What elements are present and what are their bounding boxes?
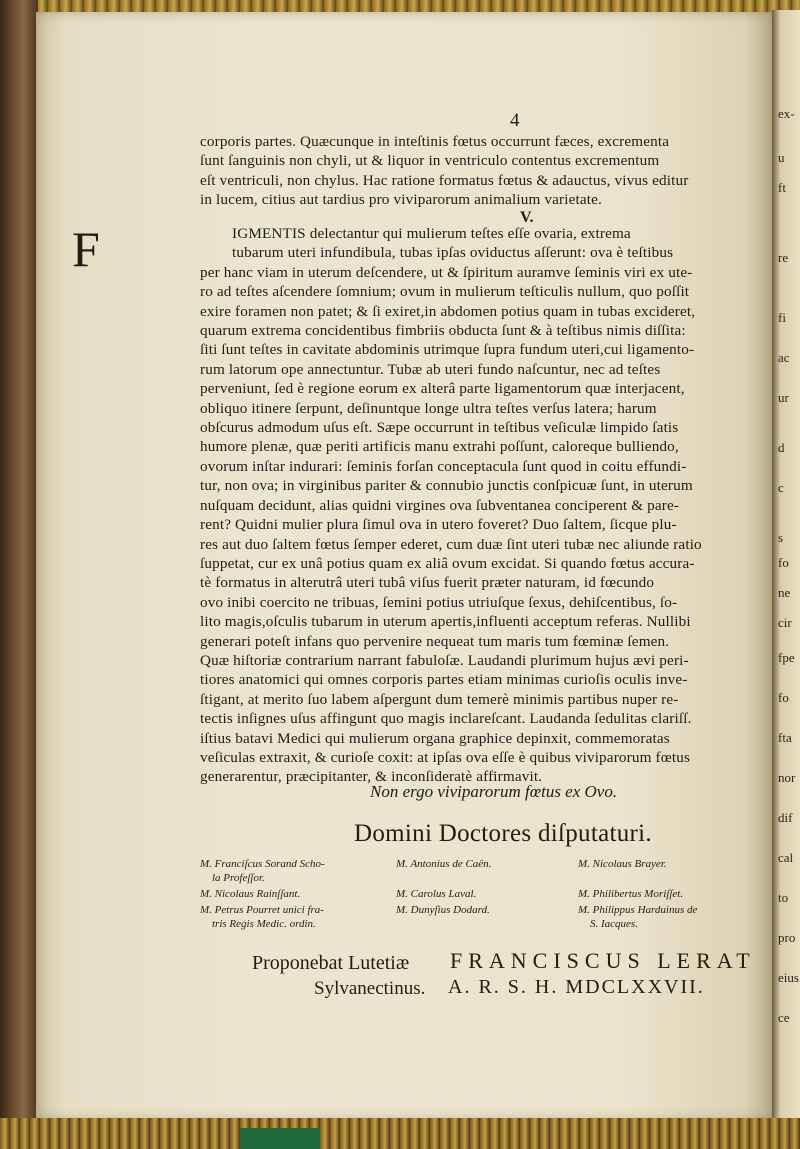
- doctor-name: M. Nicolaus Brayer.: [578, 858, 667, 870]
- text-line: eſt ventriculi, non chylus. Hac ratione formatus fœtus & adauctus, vivus editur: [200, 171, 689, 189]
- text-line: rum latorum ope annectuntur. Tubæ ab uteri fundo naſcuntur, nec ad teſtes: [200, 360, 661, 378]
- text-line: generari poteſt infans quo pervenire nequeat tum maris tum fœminæ ſemen.: [200, 632, 670, 650]
- book-page: [36, 12, 774, 1120]
- text-line: ro ad teſtes aſcendere ſomnium; ovum in mulierum teſticulis nullum, quo poſſit: [200, 283, 690, 301]
- text-line: Quæ hiſtoriæ contrarium narrant fabuloſæ. Laudandi plurimum hujus ævi peri-: [200, 651, 689, 669]
- page-number: 4: [510, 110, 520, 131]
- next-page-fragment: fi: [778, 310, 786, 325]
- second-paragraph: [200, 224, 702, 787]
- next-page-fragment: cir: [778, 615, 792, 630]
- next-page-fragment: ce: [778, 1010, 790, 1025]
- book-binding-bottom: [0, 1118, 800, 1149]
- text-line: tectis inſignes uſus affingunt quo magis inclareſcant. Laudanda ſedulitas clariſſ.: [200, 710, 692, 728]
- next-page-fragment: cal: [778, 850, 794, 865]
- section-number: V.: [520, 209, 534, 226]
- text-line: humore plenæ, quæ periti artificis manu extrahi poſſunt, caloreque bulliendo,: [200, 438, 679, 456]
- text-line: ſtigant, at merito ſuo labem aſpergunt dum temerè minimis partibus nuper re-: [200, 690, 679, 708]
- text-line: res aut duo ſaltem fœtus ſemper ederet, cum duæ ſint uteri tubæ nec aliunde ratio: [200, 535, 702, 553]
- text-line: iſtius batavi Medici qui mulierum organa graphice depinxit, commemoratas: [200, 729, 670, 747]
- text-line: quarum extrema concidentibus fimbriis obducta ſunt & à teſtibus nimis diſſita:: [200, 322, 686, 340]
- text-line: tur, non ova; in virginibus pariter & connubio junctis conſpicuæ ſunt, in uterum: [200, 477, 693, 495]
- doctor-name: M. Petrus Pourret unici fra-: [200, 904, 324, 916]
- text-line: perveniunt, ſed è regione eorum ex alterâ parte ligamentorum quæ interjacent,: [200, 380, 685, 398]
- book-binding-left: [0, 0, 38, 1149]
- next-page-fragment: fpe: [778, 650, 795, 665]
- text-line: ſunt ſanguinis non chyli, ut & liquor in ventriculo contentus excrementum: [200, 152, 660, 170]
- next-page-fragment: eius: [778, 970, 799, 985]
- doctor-title: tris Regis Medic. ordin.: [212, 918, 316, 930]
- next-page-fragment: ft: [778, 180, 786, 195]
- text-line: obſcurus admodum uſus eſt. Sæpe occurrunt in teſtibus veſiculæ limpido ſatis: [200, 419, 679, 437]
- text-line: tubarum uteri infundibula, tubas ipſas oviductus aſſerunt: ova è teſtibus: [232, 244, 674, 262]
- doctor-name: M. Philippus Harduinus de: [578, 904, 698, 916]
- doctor-name: M. Nicolaus Rainſſant.: [200, 888, 301, 900]
- text-line: lito magis,oſculis tubarum in uterum apertis,influenti acceptum referas. Nullibi: [200, 613, 691, 631]
- next-page-fragment: to: [778, 890, 789, 905]
- imprint-author: FRANCISCUS LERAT: [450, 948, 756, 973]
- next-page-edge: [772, 10, 800, 1120]
- imprint-proponebat: Proponebat Lutetiæ: [252, 952, 410, 974]
- next-page-fragment: nor: [778, 770, 796, 785]
- imprint-origin: Sylvanectinus.: [314, 978, 426, 999]
- text-line: ſuppetat, cur ex unâ potius quam ex aliâ ovum excidat. Si quando fœtus accura-: [200, 554, 695, 572]
- text-line: nuſquam decidunt, alias quidni virgines ova ſubventanea conciperent & pare-: [200, 496, 680, 514]
- text-line: tiores anatomici qui omnes corporis partes etiam minimas curioſis oculis inve-: [200, 671, 688, 689]
- text-line: in lucem, citius aut tardius pro viviparorum animalium varietate.: [200, 191, 602, 209]
- text-line: corporis partes. Quæcunque in inteſtinis fœtus occurrunt fæces, excrementa: [200, 133, 670, 150]
- text-line: ovo inibi coercito ne tribuas, ſemini potius utriuſque ſexus, dehiſcentibus, ſo-: [200, 593, 678, 611]
- doctor-name: M. Antonius de Caën.: [396, 858, 492, 870]
- next-page-fragment: d: [778, 440, 785, 455]
- next-page-fragment: ur: [778, 390, 789, 405]
- next-page-fragment: dif: [778, 810, 793, 825]
- text-line: ovorum inſtar indurari: ſeminis forſan conceptacula ſunt quod in coitu effundi-: [200, 457, 687, 475]
- text-line: obliquo itinere ſerpunt, deſinuntque longe ultra teſtes verſus latera; harum: [200, 399, 657, 417]
- doctor-title: la Profeſſor.: [212, 872, 265, 884]
- doctor-name: M. Franciſcus Sorand Scho-: [200, 858, 325, 870]
- text-line: veſiculas extraxit, & curioſe coxit: at ipſas ova eſſe è quibus viviparorum fœtus: [200, 748, 691, 766]
- next-page-fragment: fo: [778, 690, 789, 705]
- first-paragraph: [200, 132, 688, 210]
- doctor-name: M. Carolus Laval.: [396, 888, 477, 900]
- next-page-fragment: re: [778, 250, 789, 265]
- doctor-name: M. Dunyſius Dodard.: [396, 904, 490, 916]
- next-page-fragment: pro: [778, 930, 796, 945]
- next-page-fragment: fta: [778, 730, 792, 745]
- green-ribbon: [240, 1128, 320, 1149]
- next-page-fragment: ne: [778, 585, 791, 600]
- text-line: generarentur, præcipitanter, & inconſideratè affirmavit.: [200, 768, 543, 786]
- drop-cap: F: [72, 221, 100, 277]
- doctor-name: M. Philibertus Moriſſet.: [578, 888, 684, 900]
- text-line: exire foramen non patet; & ſi exiret,in abdomen potius quam in tubas excideret,: [200, 302, 696, 320]
- text-line: IGMENTIS delectantur qui mulierum teſtes eſſe ovaria, extrema: [232, 225, 631, 242]
- doctor-title: S. Iacques.: [590, 918, 638, 930]
- conclusion: Non ergo viviparorum fœtus ex Ovo.: [370, 782, 618, 801]
- next-page-fragment: s: [778, 530, 784, 545]
- text-line: ſiti ſunt teſtes in cavitate abdominis utrimque ſupra fundum uteri,cui ligamento-: [200, 341, 695, 359]
- text-line: rent? Quidni mulier plura ſimul ova in utero foveret? Duo ſaltem, ſicque plu-: [200, 516, 677, 534]
- next-page-fragment: u: [778, 150, 785, 165]
- imprint-year: A. R. S. H. MDCLXXVII.: [448, 976, 705, 998]
- next-page-fragment: ac: [778, 350, 790, 365]
- next-page-fragment: c: [778, 480, 784, 495]
- next-page-fragment: fo: [778, 555, 789, 570]
- text-line: tè formatus in alterutrâ uteri tubâ viſus fuerit præter naturam, id fœcundo: [200, 574, 655, 592]
- doctors-heading: Domini Doctores diſputaturi.: [354, 820, 652, 847]
- text-line: per hanc viam in uterum deſcendere, ut & ſpiritum auramve ſeminis viri ex ute-: [200, 263, 693, 281]
- next-page-fragment: ex-: [778, 106, 795, 121]
